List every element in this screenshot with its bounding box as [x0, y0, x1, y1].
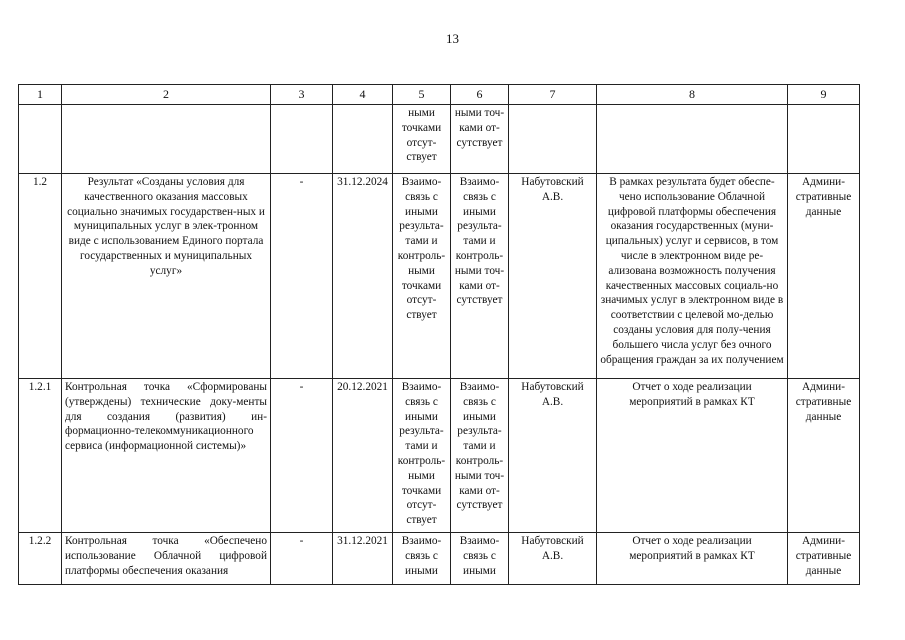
- cell-dash: -: [271, 379, 333, 533]
- table-row: [19, 174, 860, 379]
- column-header: 8: [597, 85, 788, 105]
- cell-dash: [271, 105, 333, 174]
- cell-date: 20.12.2021: [333, 379, 393, 533]
- cell-relation-points: Взаимо-связь с иными результа-тами и контроль-ными точ-ками от-сутствует: [451, 379, 509, 533]
- cell-relation-results: Взаимо-связь с иными: [393, 533, 451, 585]
- cell-description: В рамках результата будет обеспе-чено использование Облачной цифровой платформы обеспечения оказания государственных (муни-ципальных) услуг и сервисов, в том числе в электронном виде ре-ализована возможность получения качественных массовых социаль-но значимых услуг в электронном виде в соответствии с целевой мо-делью созданы условия для полу-чения большего числа услуг без очного обращения граждан за их получением: [597, 174, 788, 379]
- table-row: [19, 379, 860, 533]
- cell-relation-results: Взаимо-связь с иными результа-тами и контроль-ными точками отсут-ствует: [393, 174, 451, 379]
- cell-date: [333, 105, 393, 174]
- cell-responsible: Набутовский А.В.: [509, 533, 597, 585]
- column-header: 7: [509, 85, 597, 105]
- cell-responsible: Набутовский А.В.: [509, 174, 597, 379]
- column-header: 3: [271, 85, 333, 105]
- cell-name: Контрольная точка «Сформированы (утверждены) технические доку-менты для создания (развития) ин-формационно-телекоммуникационного сервиса (информационной системы)»: [62, 379, 271, 533]
- page-number: 13: [446, 31, 459, 46]
- cell-relation-results: ными точками отсут-ствует: [393, 105, 451, 174]
- cell-dash: -: [271, 174, 333, 379]
- cell-relation-points: Взаимо-связь с иными результа-тами и контроль-ными точ-ками от-сутствует: [451, 174, 509, 379]
- cell-responsible: [509, 105, 597, 174]
- cell-description: [597, 105, 788, 174]
- cell-dash: -: [271, 533, 333, 585]
- cell-source: Админи-стративные данные: [788, 174, 860, 379]
- table-row: [19, 105, 860, 174]
- cell-relation-points: Взаимо-связь с иными: [451, 533, 509, 585]
- cell-number: [19, 105, 62, 174]
- cell-date: 31.12.2021: [333, 533, 393, 585]
- column-header: 4: [333, 85, 393, 105]
- cell-number: 1.2: [19, 174, 62, 379]
- cell-source: [788, 105, 860, 174]
- table-row: [19, 533, 860, 585]
- cell-responsible: Набутовский А.В.: [509, 379, 597, 533]
- column-header: 9: [788, 85, 860, 105]
- cell-number: 1.2.1: [19, 379, 62, 533]
- cell-description: Отчет о ходе реализации мероприятий в рамках КТ: [597, 533, 788, 585]
- cell-source: Админи-стративные данные: [788, 533, 860, 585]
- cell-source: Админи-стративные данные: [788, 379, 860, 533]
- column-header: 1: [19, 85, 62, 105]
- cell-name: Результат «Созданы условия для качественного оказания массовых социально значимых государствен-ных и муниципальных услуг в элек-тронном виде с использованием Единого портала государственных и муниципальных услуг»: [62, 174, 271, 379]
- cell-date: 31.12.2024: [333, 174, 393, 379]
- cell-name: Контрольная точка «Обеспечено использование Облачной цифровой платформы обеспечения оказания: [62, 533, 271, 585]
- cell-number: 1.2.2: [19, 533, 62, 585]
- cell-relation-points: ными точ-ками от-сутствует: [451, 105, 509, 174]
- header-row: [19, 85, 860, 105]
- column-header: 6: [451, 85, 509, 105]
- cell-name: [62, 105, 271, 174]
- column-header: 5: [393, 85, 451, 105]
- column-header: 2: [62, 85, 271, 105]
- results-table: [18, 84, 860, 585]
- cell-description: Отчет о ходе реализации мероприятий в рамках КТ: [597, 379, 788, 533]
- cell-relation-results: Взаимо-связь с иными результа-тами и контроль-ными точками отсут-ствует: [393, 379, 451, 533]
